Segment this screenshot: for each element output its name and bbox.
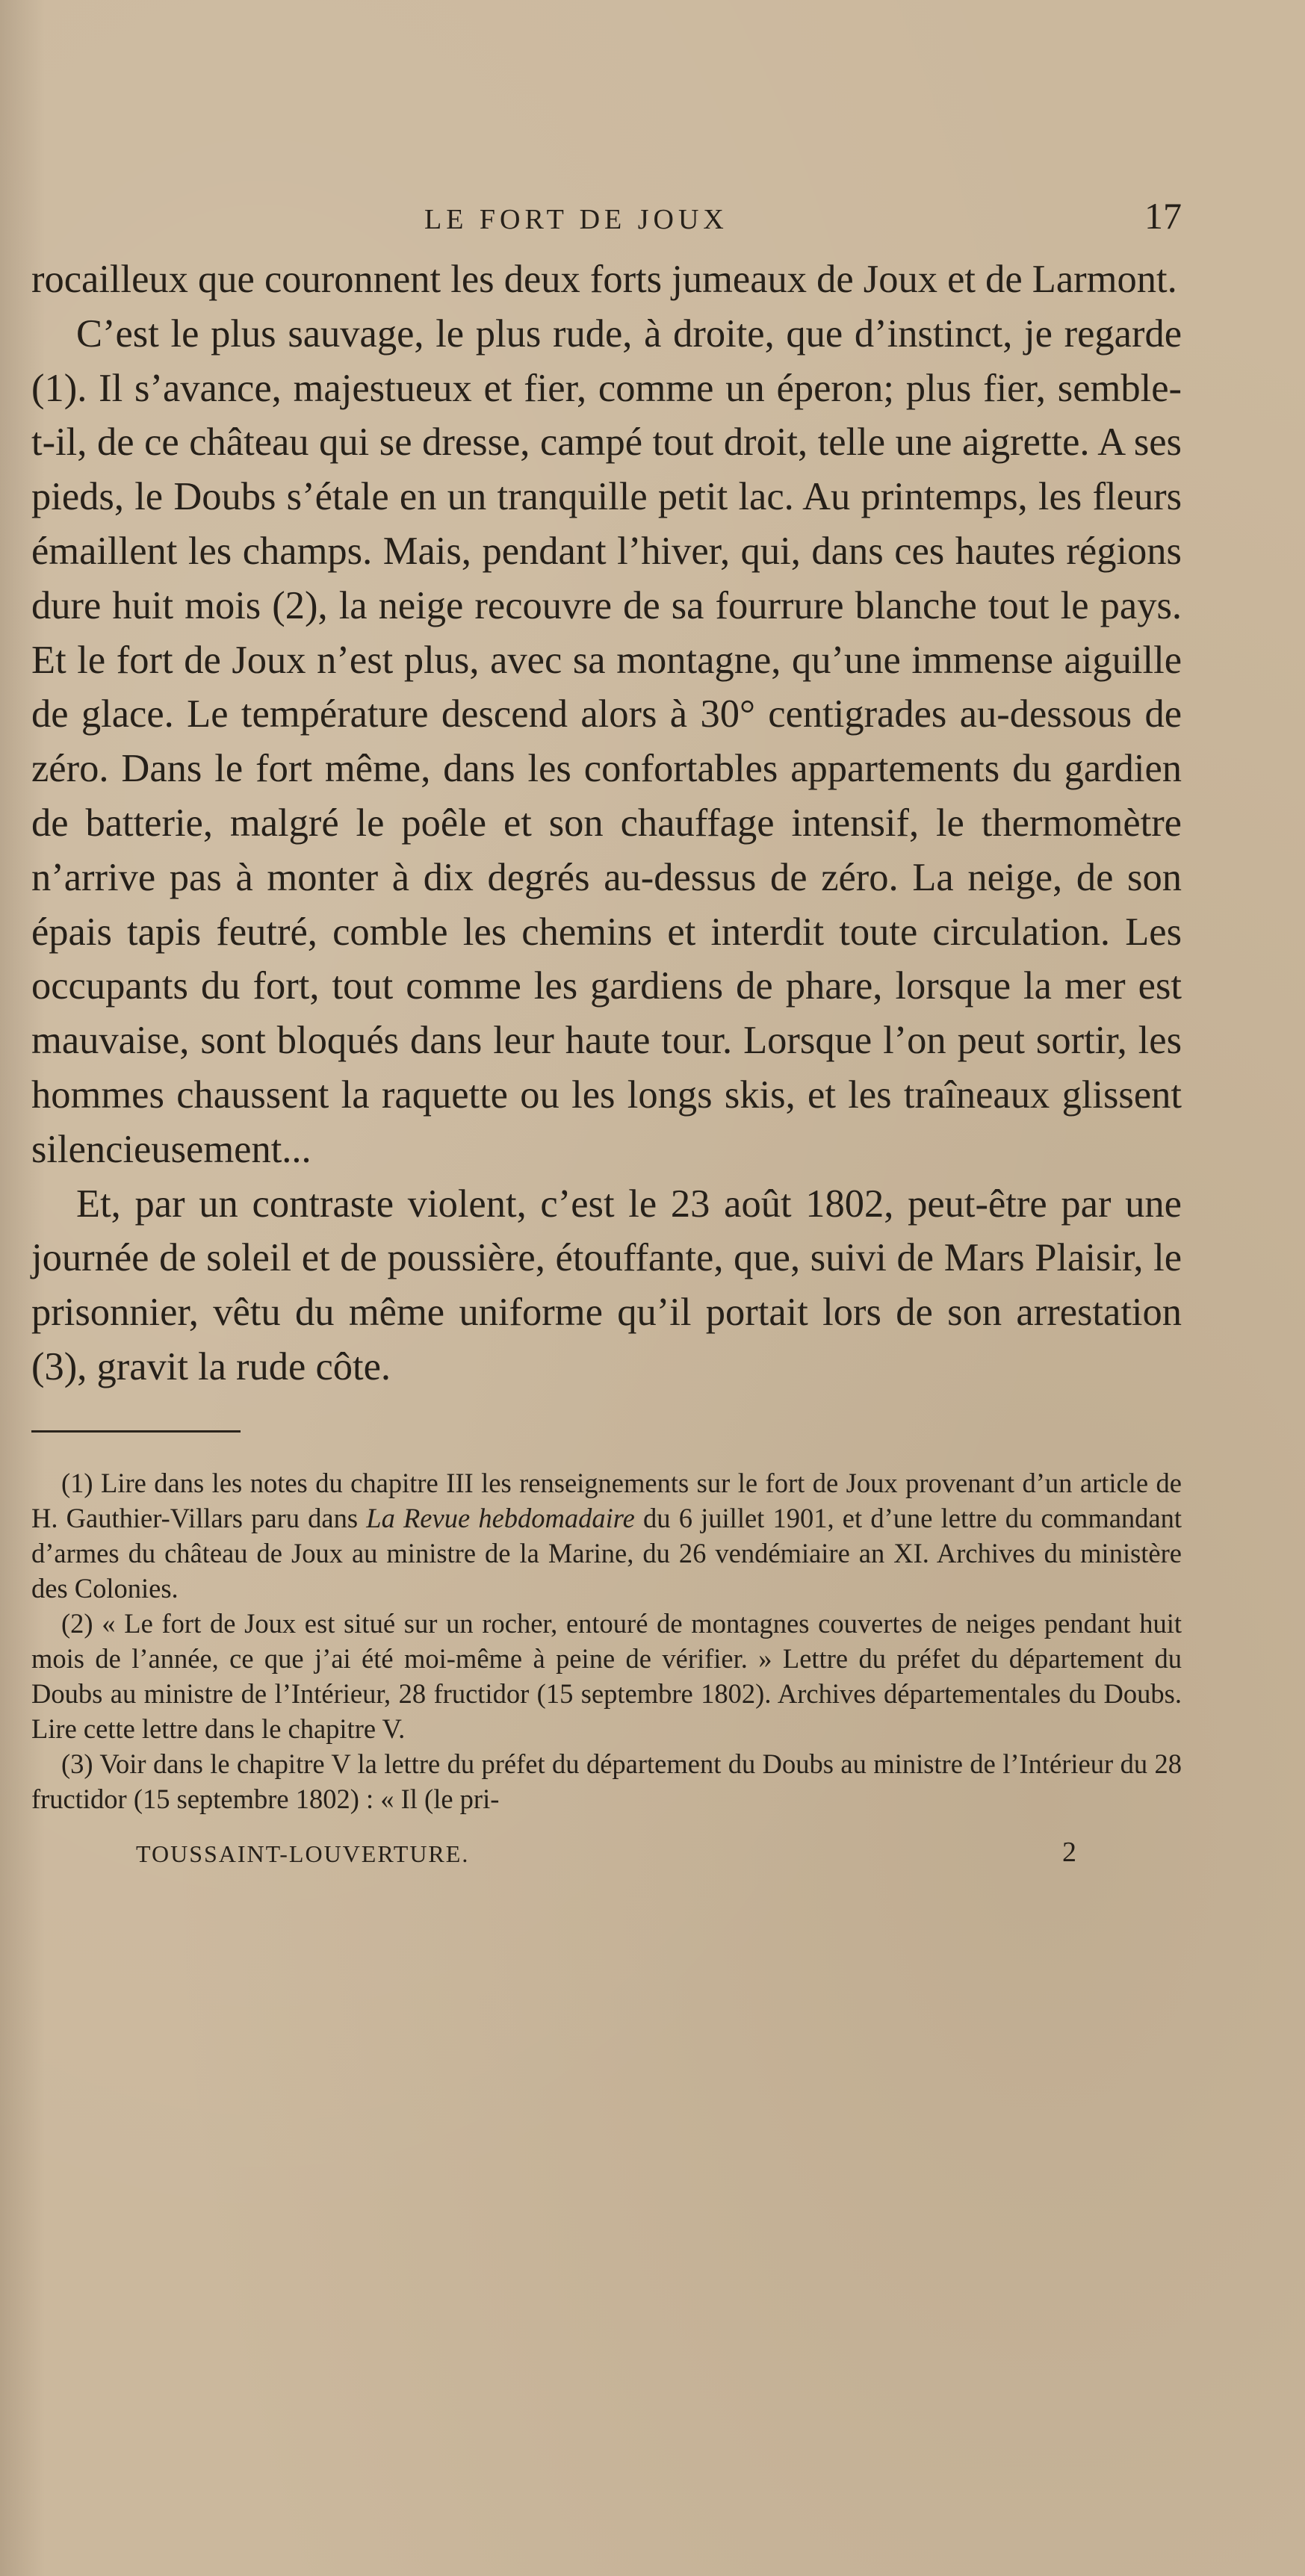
paragraph-3: Et, par un contraste violent, c’est le 23 août 1802, peut-être par une journée de soleil et de poussière, étouffante, que, suivi de Mars Plaisir, le prisonnier, vêtu du même uniforme qu’il portait lors de son arrestation (3), gravit la rude côte.: [31, 1182, 1182, 1388]
paragraph-2: C’est le plus sauvage, le plus rude, à droite, que d’instinct, je regarde (1). Il s’avance, majestueux et fier, comme un éperon; plus fier, semble-t-il, de ce château qui se dresse, campé tout droit, telle une aigrette. A ses pieds, le Doubs s’étale en un tranquille petit lac. Au printemps, les fleurs émaillent les champs. Mais, pendant l’hiver, qui, dans ces hautes régions dure huit mois (2), la neige recouvre de sa fourrure blanche tout le pays. Et le fort de Joux n’est plus, avec sa montagne, qu’une immense aiguille de glace. Le température descend alors à 30° centigrades au-dessous de zéro. Dans le fort même, dans les confortables appartements du gardien de batterie, malgré le poêle et son chauffage intensif, le thermomètre n’arrive pas à monter à dix degrés au-dessus de zéro. La neige, de son épais tapis feutré, comble les chemins et interdit toute circulation. Les occupants du fort, tout comme les gardiens de phare, lorsque la mer est mauvaise, sont bloqués dans leur haute tour. Lorsque l’on peut sortir, les hommes chaussent la raquette ou les longs skis, et les traîneaux glissent silencieusement...: [31, 311, 1182, 1171]
running-head: [31, 187, 1182, 254]
footnotes: [31, 1465, 1182, 1816]
footnote-1-text-b: du 6 juillet 1901, et d’une lettre du commandant d’armes du château de Joux au ministre de la Marine, du 26 vendémiaire an XI. Archives du ministère des Colonies.: [31, 1502, 1182, 1604]
book-page: [31, 187, 1182, 1881]
running-title: LE FORT DE JOUX: [424, 204, 728, 235]
footnote-2: (2) « Le fort de Joux est situé sur un rocher, entouré de montagnes couvertes de neiges pendant huit mois de l’année, ce que j’ai été moi-même à peine de vérifier. » Lettre du préfet du département du Doubs au ministre de l’Intérieur, 28 fructidor (15 septembre 1802). Archives départementales du Doubs. Lire cette lettre dans le chapitre V.: [31, 1607, 1182, 1744]
paragraph-1: rocailleux que couronnent les deux forts jumeaux de Joux et de Larmont.: [31, 258, 1177, 301]
signature-number: 2: [1062, 1836, 1076, 1868]
printer-signature: TOUSSAINT-LOUVERTURE.: [136, 1840, 470, 1867]
footnote-1-text-a: (1) Lire dans les notes du chapitre III les renseignements sur le fort de Joux provenant d’un article de H. Gauthier-Villars paru dans: [31, 1467, 1182, 1533]
footnote-3: (3) Voir dans le chapitre V la lettre du préfet du département du Doubs au ministre de l’Intérieur du 28 fructidor (15 septembre 1802) : « Il (le pri-: [31, 1748, 1182, 1814]
footnote-divider: [31, 1430, 241, 1433]
page-number: 17: [1144, 195, 1182, 237]
signature-line: [31, 1836, 1182, 1881]
footnote-1: [31, 1465, 1182, 1606]
footnote-1-journal-title: La Revue hebdomadaire: [366, 1502, 635, 1533]
main-text: [31, 252, 1182, 1394]
